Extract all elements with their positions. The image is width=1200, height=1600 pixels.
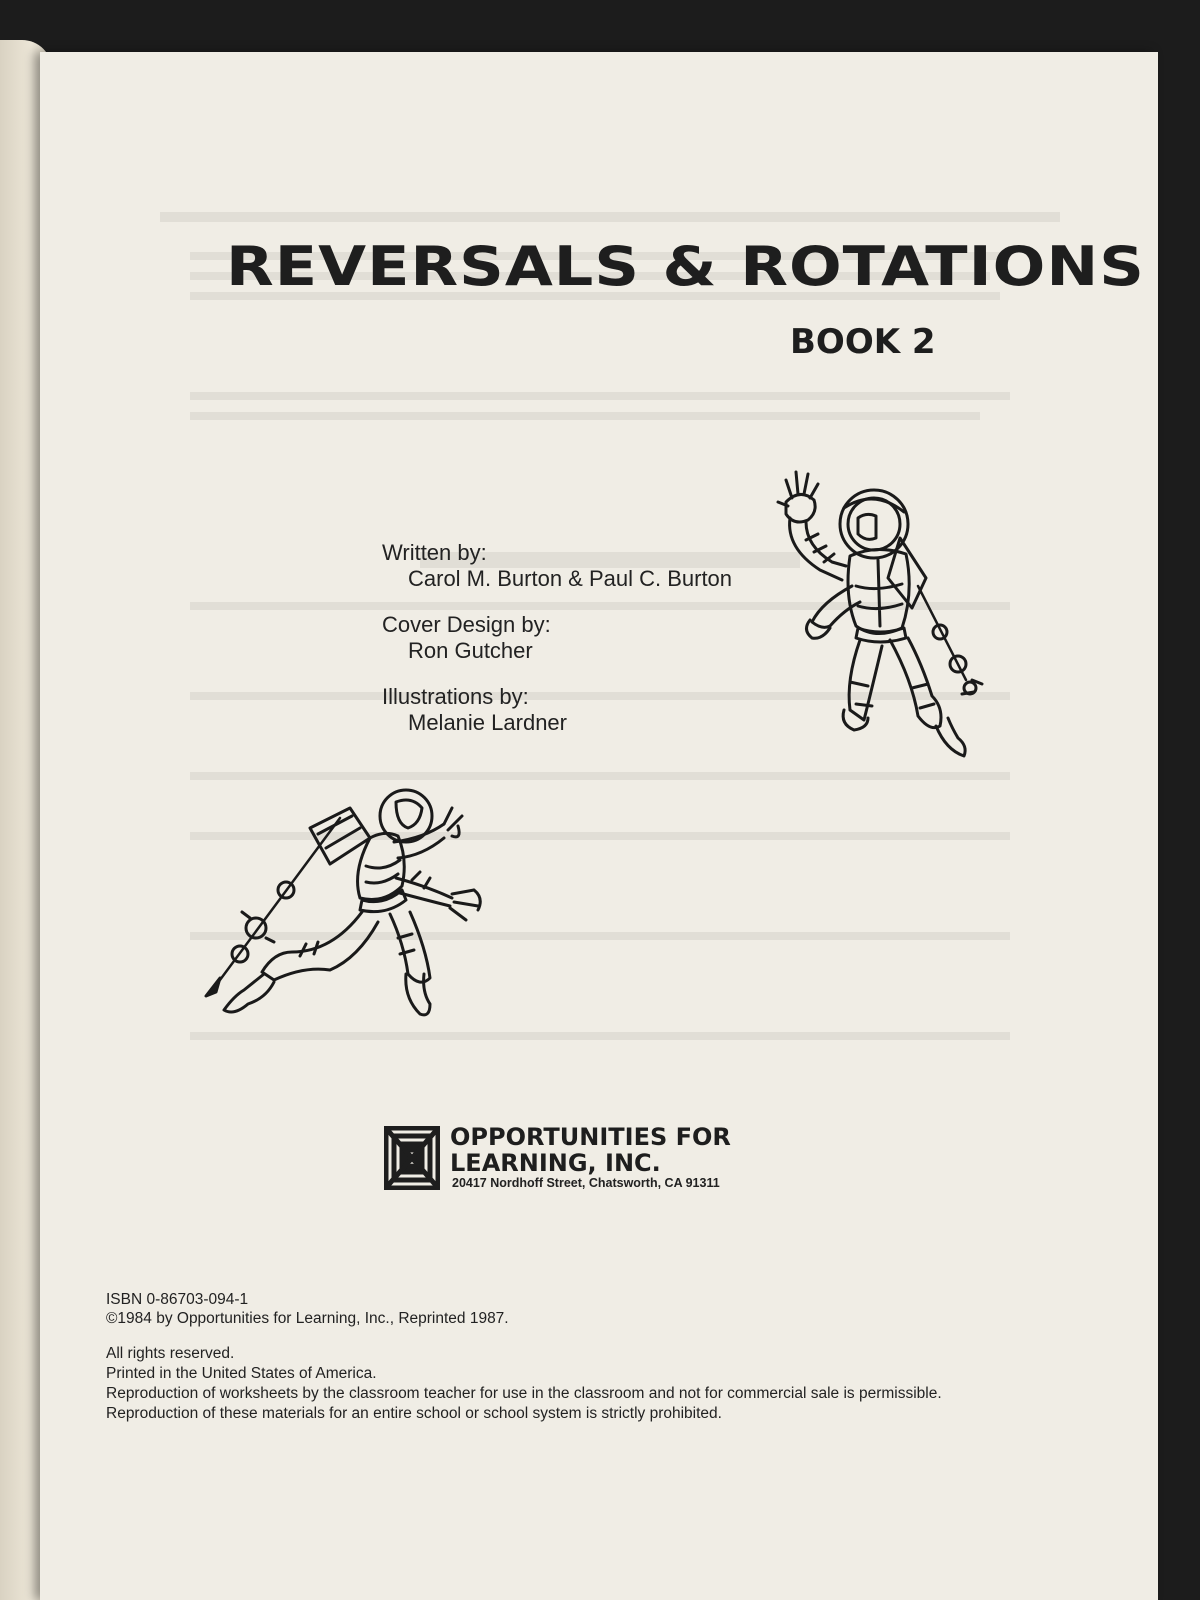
copyright-notice: ©1984 by Opportunities for Learning, Inc., Reprinted 1987. <box>106 1310 509 1327</box>
credit-name: Melanie Lardner <box>408 710 567 735</box>
running-astronaut-illustration <box>190 778 490 1048</box>
credit-label: Illustrations by: <box>382 684 529 709</box>
book-number: BOOK 2 <box>790 322 936 362</box>
publisher-name-line2: LEARNING, INC. <box>450 1149 661 1177</box>
floating-astronaut-illustration <box>740 436 1000 766</box>
publisher-name-line1: OPPORTUNITIES FOR <box>450 1123 731 1151</box>
copyright-block <box>106 1290 509 1328</box>
credit-name: Carol M. Burton & Paul C. Burton <box>408 566 733 591</box>
credit-writer <box>382 540 732 592</box>
rights-line: All rights reserved. <box>106 1345 235 1362</box>
credit-name: Ron Gutcher <box>408 638 533 663</box>
credit-cover-design <box>382 612 732 664</box>
publisher-name <box>450 1124 731 1176</box>
rights-line: Reproduction of worksheets by the classroom teacher for use in the classroom and not for commercial sale is permissible. <box>106 1385 942 1402</box>
credit-label: Cover Design by: <box>382 612 551 637</box>
credits <box>382 540 732 756</box>
title-page <box>40 52 1158 1600</box>
rights-line: Printed in the United States of America. <box>106 1365 377 1382</box>
publisher-address: 20417 Nordhoff Street, Chatsworth, CA 91311 <box>452 1176 720 1190</box>
book-title: REVERSALS & ROTATIONS <box>226 234 1145 299</box>
isbn: ISBN 0-86703-094-1 <box>106 1291 249 1308</box>
rights-line: Reproduction of these materials for an entire school or school system is strictly prohibited. <box>106 1405 722 1422</box>
credit-label: Written by: <box>382 540 487 565</box>
publisher-logo-icon <box>384 1126 440 1190</box>
credit-illustrations <box>382 684 732 736</box>
rights-block <box>106 1344 942 1424</box>
